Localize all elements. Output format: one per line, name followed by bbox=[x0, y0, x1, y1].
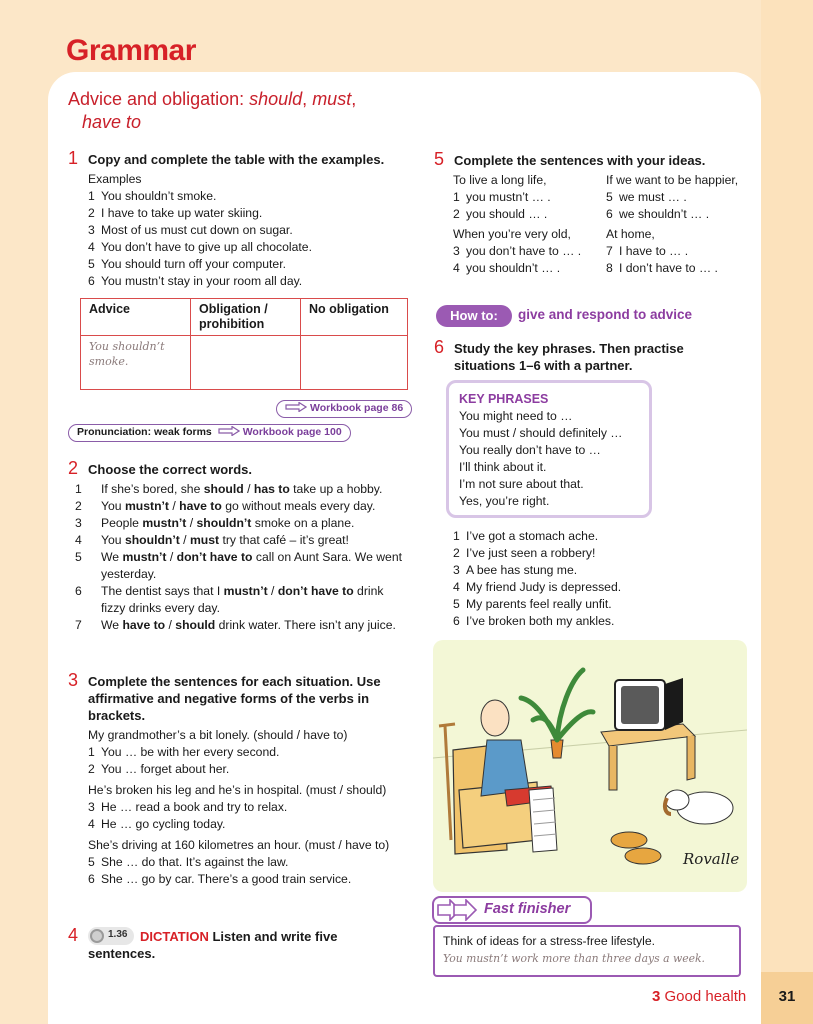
fast-finisher-label: Fast finisher bbox=[484, 901, 571, 917]
subtitle-comma: , bbox=[351, 89, 357, 109]
table-header-obligation: Obligation / prohibition bbox=[191, 299, 301, 336]
ex1-number: 1 bbox=[68, 148, 79, 168]
track-number: 1.36 bbox=[108, 929, 128, 940]
list-item: 3 Most of us must cut down on sugar. bbox=[88, 223, 293, 237]
arrow-right-icon bbox=[285, 402, 307, 412]
ex4-instruction-text: Listen and write five sentences. bbox=[88, 929, 338, 961]
list-item: 3 People mustn’t / shouldn’t smoke on a plane. bbox=[75, 516, 355, 530]
subtitle-comma: , bbox=[302, 89, 313, 109]
list-item: 4 You don’t have to give up all chocolate. bbox=[88, 240, 312, 254]
section-title: Grammar bbox=[66, 34, 196, 67]
situation: He’s broken his leg and he’s in hospital. (must / should) bbox=[88, 783, 387, 797]
table-cell-empty[interactable] bbox=[191, 336, 301, 390]
ex4-number: 4 bbox=[68, 925, 79, 945]
key-phrase: Yes, you’re right. bbox=[459, 494, 550, 508]
fast-finisher-box bbox=[433, 925, 741, 977]
list-item: 7 I have to … . bbox=[606, 244, 689, 258]
list-item: 8 I don’t have to … . bbox=[606, 261, 718, 275]
list-item: 1 You shouldn’t smoke. bbox=[88, 189, 217, 203]
list-item: 2 I’ve just seen a robbery! bbox=[453, 546, 596, 560]
ex2-instruction: Choose the correct words. bbox=[88, 462, 252, 477]
subtitle-have-to: have to bbox=[82, 112, 142, 132]
section-subtitle bbox=[68, 88, 356, 134]
page-edge-strip bbox=[761, 0, 813, 1024]
ex1-table bbox=[80, 298, 408, 390]
prompt-heading: If we want to be happier, bbox=[606, 173, 739, 187]
list-item: 4 You shouldn’t / must try that café – it’s great! bbox=[75, 533, 349, 547]
fast-finisher-task: Think of ideas for a stress-free lifestyle. bbox=[443, 934, 656, 948]
ex3-number: 3 bbox=[68, 670, 79, 690]
key-phrases-box bbox=[446, 380, 652, 518]
subtitle-should: should bbox=[249, 89, 303, 109]
key-phrase: You might need to … bbox=[459, 409, 573, 423]
list-item: 6 You mustn’t stay in your room all day. bbox=[88, 274, 303, 288]
unit-number: 3 bbox=[652, 988, 661, 1005]
ex1-examples bbox=[88, 171, 408, 290]
table-cell-example: You shouldn’t smoke. bbox=[81, 336, 191, 390]
prompt-heading: To live a long life, bbox=[453, 173, 547, 187]
situation: She’s driving at 160 kilometres an hour. (must / have to) bbox=[88, 838, 390, 852]
list-item: 6 we shouldn’t … . bbox=[606, 207, 710, 221]
how-to-heading: give and respond to advice bbox=[518, 307, 693, 322]
ex2-number: 2 bbox=[68, 458, 79, 478]
dictation-label: DICTATION bbox=[140, 929, 209, 944]
unit-title: Good health bbox=[660, 988, 747, 1005]
list-item: 2 You mustn’t / have to go without meals every day. bbox=[75, 499, 376, 513]
key-phrase: You must / should definitely … bbox=[459, 426, 623, 440]
subtitle-plain: Advice and obligation: bbox=[68, 89, 250, 109]
page-number: 31 bbox=[778, 988, 796, 1005]
key-phrase: I’ll think about it. bbox=[459, 460, 547, 474]
list-item: 5 She … do that. It’s against the law. bbox=[88, 855, 289, 869]
ex5-number: 5 bbox=[434, 149, 445, 169]
list-item: 7 We have to / should drink water. There isn’t any juice. bbox=[75, 618, 396, 632]
subtitle-must: must bbox=[312, 89, 352, 109]
list-item: 3 you don’t have to … . bbox=[453, 244, 582, 258]
key-phrase: I’m not sure about that. bbox=[459, 477, 584, 491]
table-cell-empty[interactable] bbox=[301, 336, 408, 390]
ex4-instruction bbox=[88, 928, 388, 962]
ex3-instruction: Complete the sentences for each situation. Use affirmative and negative forms of the verbs in brackets. bbox=[88, 674, 381, 723]
table-header-advice: Advice bbox=[81, 299, 191, 336]
table-header-no-obligation: No obligation bbox=[301, 299, 408, 336]
list-item: 3 He … read a book and try to relax. bbox=[88, 800, 288, 814]
list-item: 5 You should turn off your computer. bbox=[88, 257, 286, 271]
how-to-badge: How to: bbox=[436, 305, 512, 327]
examples-label: Examples bbox=[88, 172, 142, 186]
cartoon-signature: Rovalle bbox=[683, 850, 740, 868]
list-item: 2 I have to take up water skiing. bbox=[88, 206, 263, 220]
list-item: 6 The dentist says that I mustn’t / don’t have to drink fizzy drinks every day. bbox=[75, 584, 384, 615]
ex5-left-column bbox=[453, 172, 605, 277]
list-item: 5 we must … . bbox=[606, 190, 687, 204]
prompt-heading: When you’re very old, bbox=[453, 227, 571, 241]
list-item: 6 I’ve broken both my ankles. bbox=[453, 614, 615, 628]
list-item: 5 We mustn’t / don’t have to call on Aunt Sara. We went yesterday. bbox=[75, 550, 402, 581]
list-item: 1 you mustn’t … . bbox=[453, 190, 551, 204]
double-arrow-icon bbox=[436, 899, 480, 921]
ex5-instruction: Complete the sentences with your ideas. bbox=[454, 153, 706, 168]
list-item: 1 I’ve got a stomach ache. bbox=[453, 529, 599, 543]
arrow-right-icon bbox=[218, 426, 240, 436]
cartoon-illustration bbox=[433, 640, 747, 892]
ex6-instruction: Study the key phrases. Then practise situations 1–6 with a partner. bbox=[454, 341, 684, 373]
ex6-number: 6 bbox=[434, 337, 445, 357]
ex5-right-column bbox=[606, 172, 756, 277]
list-item: 2 You … forget about her. bbox=[88, 762, 230, 776]
ex6-situations bbox=[453, 528, 743, 630]
list-item: 4 He … go cycling today. bbox=[88, 817, 226, 831]
ex3-list bbox=[88, 727, 412, 888]
pronunciation-link[interactable]: Pronunciation: weak forms Workbook page 100 bbox=[68, 424, 351, 442]
list-item: 1 You … be with her every second. bbox=[88, 745, 280, 759]
key-phrase: You really don’t have to … bbox=[459, 443, 601, 457]
list-item: 1 If she’s bored, she should / has to take up a hobby. bbox=[75, 482, 383, 496]
list-item: 5 My parents feel really unfit. bbox=[453, 597, 612, 611]
list-item: 4 you shouldn’t … . bbox=[453, 261, 561, 275]
unit-footer bbox=[652, 988, 746, 1005]
ex1-instruction: Copy and complete the table with the examples. bbox=[88, 152, 385, 167]
list-item: 4 My friend Judy is depressed. bbox=[453, 580, 622, 594]
prompt-heading: At home, bbox=[606, 227, 655, 241]
situation: My grandmother’s a bit lonely. (should / have to) bbox=[88, 728, 348, 742]
list-item: 2 you should … . bbox=[453, 207, 548, 221]
ex2-list bbox=[75, 481, 410, 634]
list-item: 3 A bee has stung me. bbox=[453, 563, 578, 577]
list-item: 6 She … go by car. There’s a good train service. bbox=[88, 872, 352, 886]
key-phrases-title: KEY PHRASES bbox=[459, 392, 549, 406]
fast-finisher-example: You mustn’t work more than three days a week. bbox=[443, 952, 705, 965]
workbook-link-86[interactable]: Workbook page 86 bbox=[276, 400, 412, 418]
